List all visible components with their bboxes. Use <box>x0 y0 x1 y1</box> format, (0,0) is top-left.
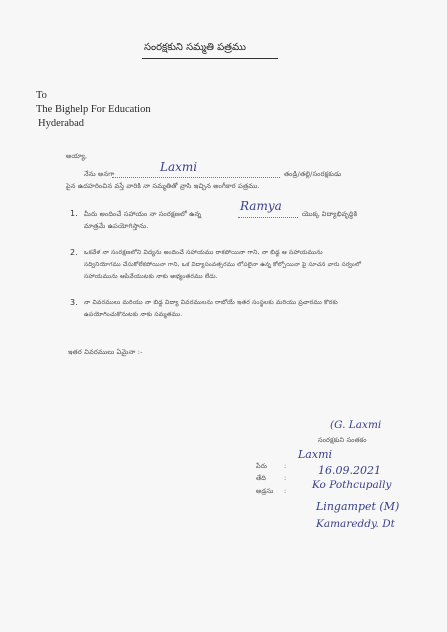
guardian-name-line <box>112 177 280 178</box>
detail-address-label: అడ్రసు <box>256 487 274 495</box>
intro-prefix: నేను అనగా <box>84 170 115 178</box>
signature-label: సంరక్షకుని సంతకం <box>318 436 367 444</box>
addressee-org: The Bighelp For Education <box>36 104 151 115</box>
item-3-number: 3. <box>70 298 78 307</box>
item-3-line1: నా వివరములు మరియు నా బిడ్డ విద్యా వివరములను రాబోయే ఇతర సంస్థలకు మరియు ప్రచారము కొరకు <box>84 299 338 306</box>
detail-name-colon: : <box>284 462 287 470</box>
detail-name-value: Laxmi <box>298 448 333 461</box>
detail-date-colon: : <box>284 474 287 482</box>
item-2-line3: సహాయమును ఆపివేయుటకు నాకు అభ్యంతరము లేదు. <box>84 273 218 280</box>
guardian-name-handwritten: Laxmi <box>160 160 198 174</box>
item-1-number: 1. <box>70 209 78 218</box>
address-line-mandal: Lingampet (M) <box>316 500 400 513</box>
title-underline <box>142 58 278 59</box>
intro-line2: పైన ఉదహరించిన వస్తే వారికి నా సమ్మతితో వ్రాసి ఇచ్చిన అంగీకార పత్రము. <box>66 182 260 190</box>
detail-date-label: తేది <box>256 474 267 482</box>
item-1-suffix: యొక్క విద్యాభివృద్ధికి <box>302 210 358 218</box>
item-1-line2: మాత్రమే ఉపయోగిస్తాను. <box>84 222 149 230</box>
document-title: సంరక్షకుని సమ్మతి పత్రము <box>144 42 246 53</box>
salutation: అయ్యా, <box>66 152 88 160</box>
detail-address-value: Ko Pothcupally <box>312 479 392 491</box>
item-2-line1: ఒకవేళ నా సంరక్షణలోని విద్యను అందించే సహాయము రాకపోయినా గాని, నా బిడ్డ ఆ సహాయమును <box>84 249 323 256</box>
detail-name-label: పేరు <box>256 462 268 470</box>
addressee-city: Hyderabad <box>38 118 85 129</box>
address-line-district: Kamareddy. Dt <box>316 518 395 530</box>
student-name-handwritten: Ramya <box>240 199 282 213</box>
detail-address-colon: : <box>284 487 287 495</box>
item-1-prefix: మీరు అందించే సహాయం నా సంరక్షణలో ఉన్న <box>84 210 202 218</box>
detail-date-value: 16.09.2021 <box>318 464 381 477</box>
other-details-label: ఇతర వివరములు ఏమైనా :- <box>68 348 143 356</box>
addressee-to: To <box>36 90 47 101</box>
intro-suffix: తండ్రి/తల్లి/సంరక్షకుడు <box>284 170 342 178</box>
item-3-line2: ఉపయోగించుకొనుటకు నాకు సమ్మతము. <box>84 311 183 318</box>
signature-handwritten: (G. Laxmi <box>330 419 382 431</box>
item-2-number: 2. <box>70 248 78 257</box>
student-name-line <box>238 217 298 218</box>
item-2-line2: సద్వినియోగము చేసుకోలేకపోయినా గాని, ఒక విద్యాసంవత్సరము లోపలైనా ఉన్న కోల్పోయినా పై సూచన వారు సర్వంలో <box>84 262 362 268</box>
